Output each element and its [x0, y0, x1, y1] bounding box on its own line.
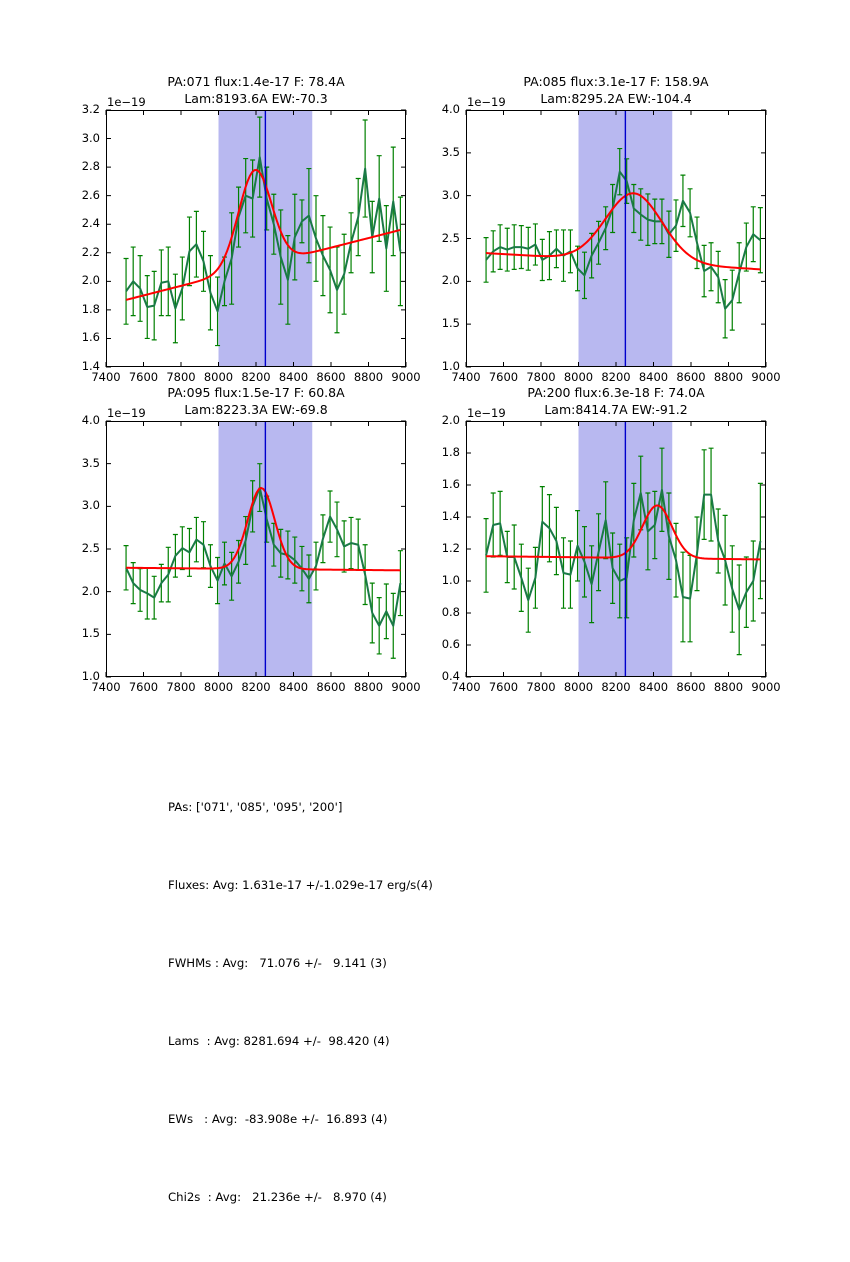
x-tick-label: 7800	[526, 680, 556, 694]
x-tick-label: 9000	[751, 680, 781, 694]
subplot-title-line2: Lam:8414.7A EW:-91.2	[544, 402, 688, 417]
y-tick-label: 1.0	[441, 573, 460, 587]
x-tick-label: 8600	[316, 370, 346, 384]
axes-pa-200	[466, 421, 766, 677]
subplot-title-line1: PA:071 flux:1.4e-17 F: 78.4A	[167, 74, 345, 89]
x-tick-label: 8000	[203, 370, 234, 384]
y-tick-label: 3.5	[441, 144, 460, 159]
axes-pa-095	[106, 421, 406, 677]
x-tick-label: 8400	[638, 680, 669, 694]
y-tick-label: 0.6	[441, 637, 460, 651]
x-tick-label: 8600	[676, 680, 706, 694]
subplot-pa-085	[441, 74, 781, 384]
y-axis-offset-label: 1e−19	[467, 95, 506, 109]
summary-line-fwhms: FWHMs : Avg: 71.076 +/- 9.141 (3)	[168, 956, 387, 970]
y-tick-label: 1.6	[441, 477, 460, 491]
subplot-pa-200	[441, 385, 781, 694]
axes-pa-085	[466, 110, 766, 367]
y-tick-label: 1.4	[81, 359, 100, 373]
x-tick-label: 8800	[353, 680, 384, 694]
x-tick-label: 7600	[488, 680, 519, 694]
y-axis-offset-label: 1e−19	[107, 95, 146, 109]
y-tick-label: 3.2	[81, 102, 100, 116]
x-tick-label: 7400	[451, 680, 481, 694]
subplot-title-line2: Lam:8295.2A EW:-104.4	[540, 91, 692, 106]
x-tick-label: 8000	[563, 370, 594, 384]
y-tick-label: 1.0	[441, 359, 460, 373]
summary-line-chi2s: Chi2s : Avg: 21.236e +/- 8.970 (4)	[168, 1190, 387, 1204]
subplot-title	[167, 384, 344, 418]
x-tick-label: 7600	[128, 370, 159, 384]
x-tick-label: 8400	[638, 370, 669, 384]
x-tick-label: 8800	[353, 370, 384, 384]
y-tick-label: 1.8	[81, 301, 100, 316]
x-tick-label: 7400	[91, 370, 121, 384]
y-tick-label: 1.0	[81, 669, 100, 683]
y-tick-label: 2.5	[81, 541, 100, 555]
subplot-title	[523, 73, 708, 107]
subplot-title-line1: PA:095 flux:1.5e-17 F: 60.8A	[167, 385, 345, 400]
x-tick-label: 8600	[676, 370, 706, 384]
y-tick-label: 2.0	[81, 583, 100, 598]
x-tick-label: 7600	[128, 680, 159, 694]
y-tick-label: 4.0	[81, 413, 100, 427]
subplot-title-line2: Lam:8193.6A EW:-70.3	[184, 91, 328, 106]
axes-pa-071	[106, 110, 406, 367]
x-tick-label: 8200	[241, 370, 271, 384]
y-axis-offset-label: 1e−19	[107, 406, 146, 420]
y-axis-offset-label: 1e−19	[467, 406, 506, 420]
y-tick-label: 1.5	[441, 316, 460, 331]
y-tick-label: 1.8	[441, 445, 460, 459]
x-tick-label: 8000	[563, 680, 594, 694]
x-tick-label: 8200	[601, 370, 631, 384]
x-tick-label: 7600	[488, 370, 519, 384]
x-tick-label: 8400	[278, 370, 309, 384]
y-tick-label: 1.4	[441, 509, 460, 523]
summary-line-ews: EWs : Avg: -83.908e +/- 16.893 (4)	[168, 1112, 388, 1126]
y-tick-label: 2.5	[441, 230, 460, 245]
x-tick-label: 7400	[451, 370, 481, 384]
summary-line-lams: Lams : Avg: 8281.694 +/- 98.420 (4)	[168, 1034, 390, 1048]
x-tick-label: 8800	[713, 370, 744, 384]
y-tick-label: 2.0	[441, 413, 460, 427]
y-tick-label: 2.0	[81, 273, 100, 288]
x-tick-label: 7800	[166, 370, 196, 384]
y-tick-label: 0.4	[441, 669, 460, 683]
subplot-title-line2: Lam:8223.3A EW:-69.8	[184, 402, 328, 417]
y-tick-label: 0.8	[441, 605, 460, 619]
y-tick-label: 2.0	[441, 273, 460, 288]
subplot-pa-095	[81, 385, 421, 694]
y-tick-label: 2.6	[81, 187, 100, 202]
y-tick-label: 3.0	[441, 187, 460, 202]
x-tick-label: 8400	[278, 680, 309, 694]
y-tick-label: 2.2	[81, 244, 100, 259]
summary-text-block	[168, 742, 433, 1262]
subplot-title-line1: PA:200 flux:6.3e-18 F: 74.0A	[527, 385, 705, 400]
y-tick-label: 2.8	[81, 159, 100, 174]
summary-line-fluxes: Fluxes: Avg: 1.631e-17 +/-1.029e-17 erg/s(4)	[168, 878, 433, 892]
y-tick-label: 1.2	[441, 541, 460, 555]
subplot-title	[167, 73, 344, 107]
x-tick-label: 8200	[601, 680, 631, 694]
subplot-pa-071	[81, 74, 421, 384]
y-tick-label: 2.4	[81, 216, 100, 231]
summary-line-pas: PAs: ['071', '085', '095', '200']	[168, 800, 343, 814]
x-tick-label: 8000	[203, 680, 234, 694]
subplot-title	[527, 384, 704, 418]
x-tick-label: 8800	[713, 680, 744, 694]
x-tick-label: 9000	[391, 680, 421, 694]
y-tick-label: 3.0	[81, 130, 100, 145]
subplot-title-line1: PA:085 flux:3.1e-17 F: 158.9A	[523, 74, 709, 89]
x-tick-label: 8600	[316, 680, 346, 694]
y-tick-label: 1.5	[81, 626, 100, 641]
x-tick-label: 7800	[526, 370, 556, 384]
x-tick-label: 9000	[751, 370, 781, 384]
y-tick-label: 3.5	[81, 455, 100, 470]
y-tick-label: 1.6	[81, 330, 100, 345]
y-tick-label: 3.0	[81, 498, 100, 513]
x-tick-label: 7400	[91, 680, 121, 694]
x-tick-label: 7800	[166, 680, 196, 694]
x-tick-label: 9000	[391, 370, 421, 384]
y-tick-label: 4.0	[441, 102, 460, 116]
x-tick-label: 8200	[241, 680, 271, 694]
